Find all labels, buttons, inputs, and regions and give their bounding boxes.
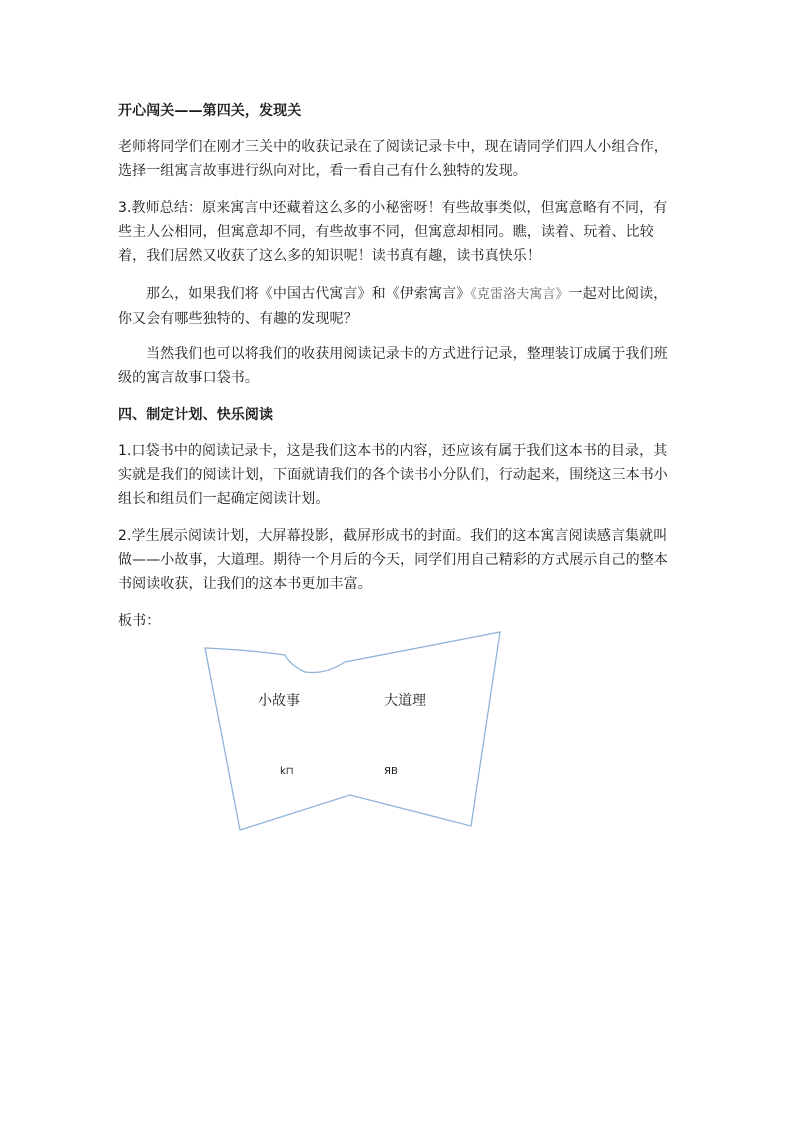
board-right-small-mark: ЯΒ [384,766,398,777]
book-outline [205,632,500,830]
paragraph-reading-plan: 1.口袋书中的阅读记录卡，这是我们这本书的内容，还应该有属于我们这本书的目录，其实就是我们的阅读计划，下面就请我们的各个读书小分队们，行动起来，围绕这三本书小组长和组员们一起确定阅读计划。 [118,443,668,507]
board-left-title: 小故事 [258,693,300,709]
question-text-end: 一起对比阅读，你又会有哪些独特的、有趣的发现呢？ [118,286,668,327]
board-left-small-mark: k⊓ [280,766,294,777]
grey-book-title: 《克雷洛夫寓言》 [470,287,569,302]
section-heading-discovery: 开心闯关——第四关，发现关 [118,103,302,119]
paragraph-teacher-summary: 3.教师总结：原来寓言中还藏着这么多的小秘密呀！有些故事类似，但寓意略有不同，有些主人公相同，但寓意却不同，有些故事不同，但寓意却相同。瞧，读着、玩着、比较着，我们居然又收获了这么多的知识呢！读书真有趣，读书真快乐！ [118,200,668,264]
paragraph-group-comparison: 老师将同学们在刚才三关中的收获记录在了阅读记录卡中，现在请同学们四人小组合作，选择一组寓言故事进行纵向对比，看一看自己有什么独特的发现。 [118,139,668,179]
board-label: 板书： [118,613,161,629]
question-text-start: 那么，如果我们将《中国古代寓言》和《伊索寓言》 [146,286,471,302]
paragraph-display-plan: 2.学生展示阅读计划，大屏幕投影，截屏形成书的封面。我们的这本寓言阅读感言集就叫做——小故事，大道理。期待一个月后的今天，同学们用自己精彩的方式展示自己的整本书阅读收获，让我们的这本书更加丰富。 [118,528,668,592]
section-heading-plan: 四、制定计划、快乐阅读 [118,407,274,423]
board-right-title: 大道理 [384,693,426,709]
paragraph-pocket-book: 当然我们也可以将我们的收获用阅读记录卡的方式进行记录，整理装订成属于我们班级的寓言故事口袋书。 [118,346,668,386]
